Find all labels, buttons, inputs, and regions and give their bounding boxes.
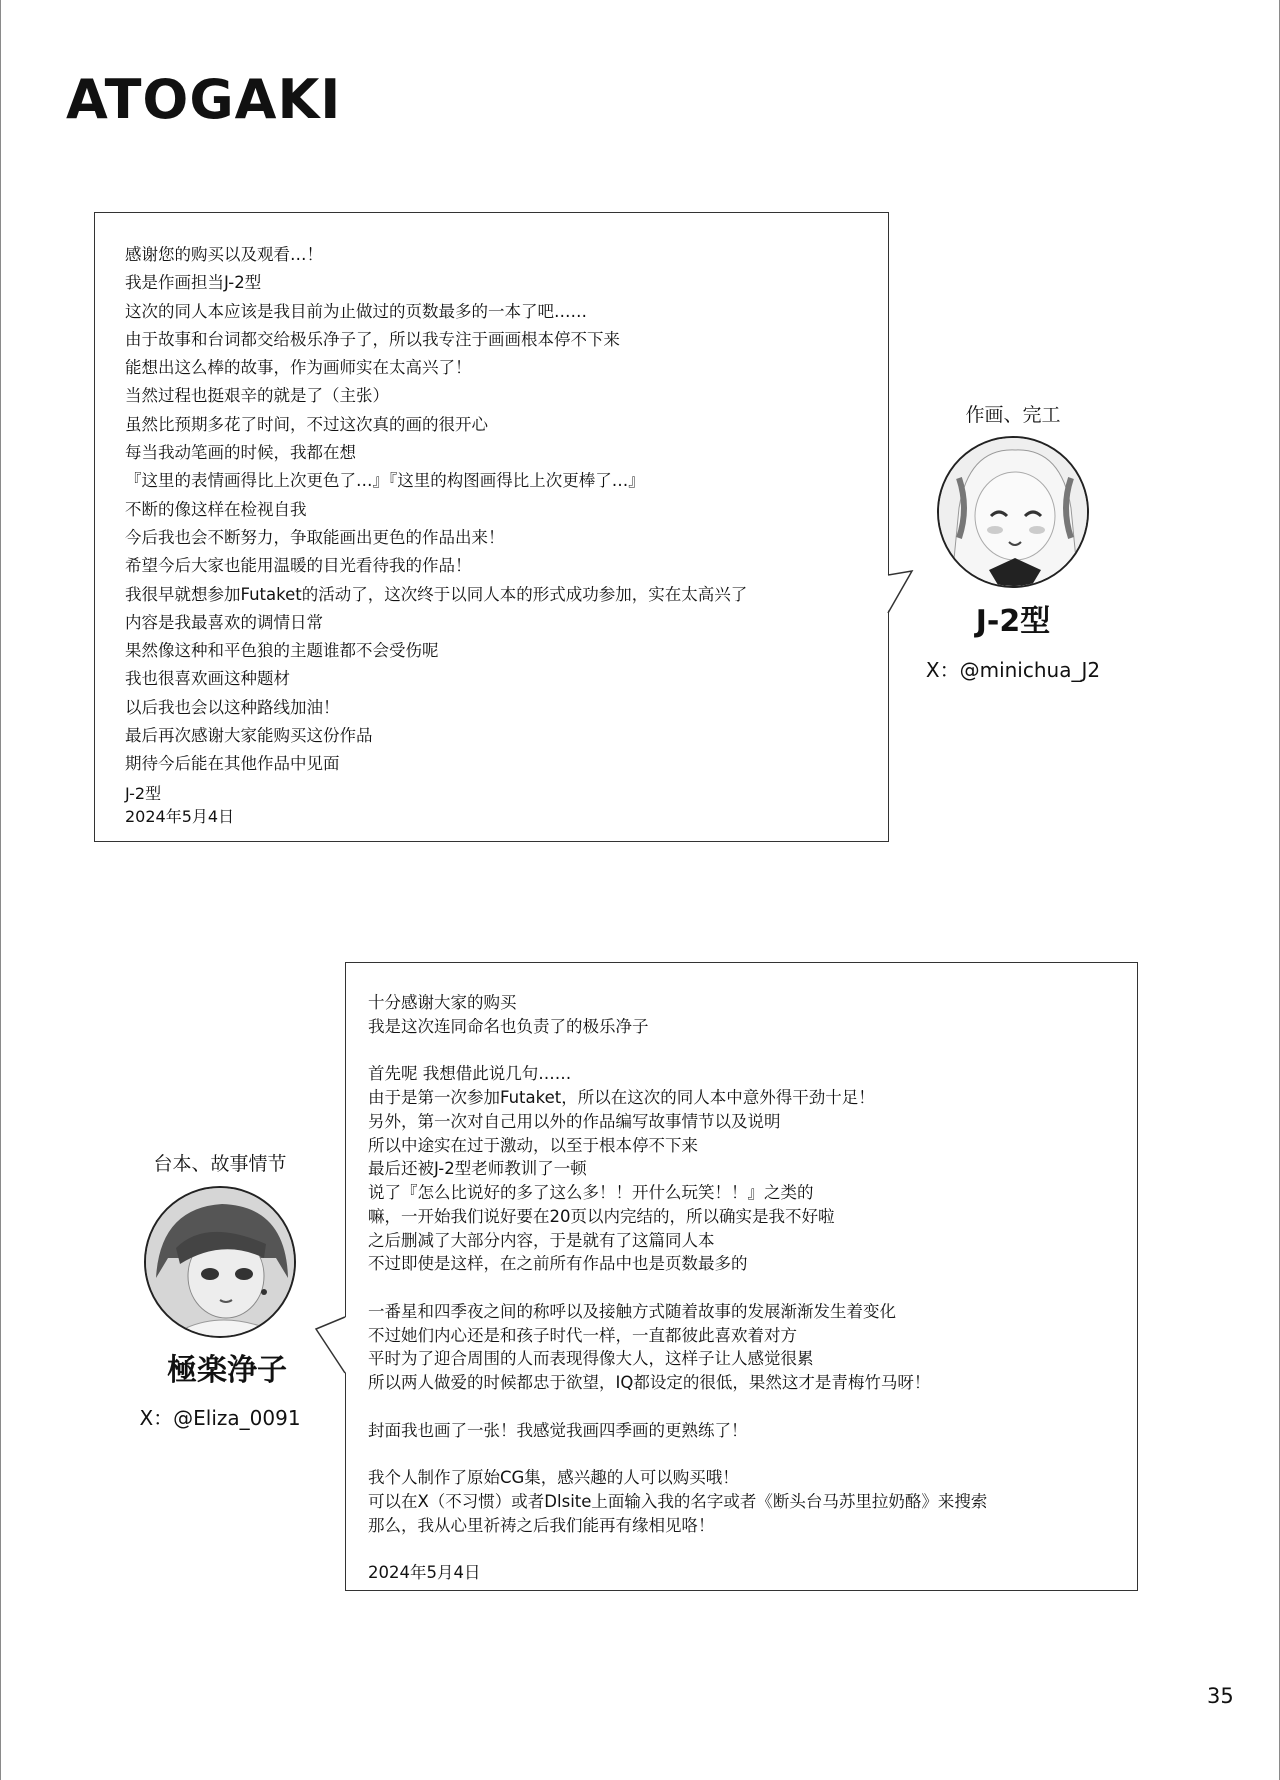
artist-avatar [937, 436, 1089, 588]
message-line: 『这里的表情画得比上次更色了…』『这里的构图画得比上次更棒了…』 [125, 471, 645, 491]
message-line: 由于是第一次参加Futaket，所以在这次的同人本中意外得干劲十足！ [368, 1088, 875, 1107]
message-line: 期待今后能在其他作品中见面 [125, 754, 340, 774]
message-line: 我很早就想参加Futaket的活动了，这次终于以同人本的形式成功参加，实在太高兴了 [125, 584, 748, 604]
message-line: 内容是我最喜欢的调情日常 [125, 612, 323, 632]
writer-role: 台本、故事情节 [153, 1153, 287, 1175]
message-line: 不过即使是这样，在之前所有作品中也是页数最多的 [368, 1254, 748, 1274]
message-line: 今后我也会不断努力，争取能画出更色的作品出来！ [125, 527, 505, 547]
message-line: 能想出这么棒的故事，作为画师实在太高兴了！ [125, 358, 472, 378]
message-line: 当然过程也挺艰辛的就是了（主张） [125, 386, 389, 406]
writer-handle: X：@Eliza_0091 [139, 1406, 301, 1430]
artist-signature-block [125, 783, 234, 828]
message-line: 我也很喜欢画这种题材 [125, 669, 290, 689]
message-line: 我是这次连同命名也负责了的极乐净子 [368, 1016, 649, 1036]
message-line: 之后删减了大部分内容，于是就有了这篇同人本 [368, 1230, 715, 1250]
artist-date: 2024年5月4日 [125, 806, 235, 826]
message-line: 封面我也画了一张！我感觉我画四季画的更熟练了！ [368, 1420, 748, 1440]
message-line: 可以在X（不习惯）或者Dlsite上面输入我的名字或者《断头台马苏里拉奶酪》来搜索 [368, 1491, 988, 1511]
page-number: 35 [1207, 1684, 1234, 1708]
message-line: 虽然比预期多花了时间，不过这次真的画的很开心 [125, 414, 488, 434]
message-line: 果然像这种和平色狼的主题谁都不会受伤呢 [125, 641, 439, 661]
artist-role: 作画、完工 [965, 404, 1061, 426]
message-line: 不断的像这样在检视自我 [125, 499, 307, 519]
writer-message-text [368, 991, 987, 1585]
message-line: 那么，我从心里祈祷之后我们能再有缘相见咯！ [368, 1515, 715, 1535]
message-line: 说了『怎么比说好的多了这么多！！开什么玩笑！！』之类的 [368, 1183, 814, 1202]
writer-avatar [144, 1186, 296, 1338]
message-line: 2024年5月4日 [368, 1563, 481, 1582]
message-line: 最后再次感谢大家能购买这份作品 [125, 726, 373, 746]
message-line: 每当我动笔画的时候，我都在想 [125, 443, 356, 463]
artist-handle: X：@minichua_J2 [925, 658, 1101, 682]
message-line: 一番星和四季夜之间的称呼以及接触方式随着故事的发展渐渐发生着变化 [368, 1301, 896, 1321]
message-line: 所以两人做爱的时候都忠于欲望，IQ都设定的很低，果然这才是青梅竹马呀！ [368, 1373, 931, 1392]
message-line: 这次的同人本应该是我目前为止做过的页数最多的一本了吧…… [125, 301, 587, 321]
message-line: 十分感谢大家的购买 [368, 993, 517, 1012]
artist-name: J-2型 [975, 604, 1051, 639]
page-title: ATOGAKI [66, 68, 342, 131]
message-line: 希望今后大家也能用温暖的目光看待我的作品！ [125, 556, 472, 576]
message-line: 不过她们内心还是和孩子时代一样，一直都彼此喜欢着对方 [368, 1325, 797, 1345]
message-line: 由于故事和台词都交给极乐净子了，所以我专注于画画根本停不下来 [125, 329, 620, 349]
message-line: 平时为了迎合周围的人而表现得像大人，这样子让人感觉很累 [368, 1349, 814, 1369]
message-line: 以后我也会以这种路线加油！ [125, 697, 340, 717]
artist-message-text [125, 241, 747, 779]
writer-name: 極楽浄子 [167, 1353, 287, 1388]
message-line: 最后还被J-2型老师教训了一顿 [368, 1159, 587, 1179]
message-line: 我是作画担当J-2型 [125, 273, 262, 293]
blank-line [368, 1537, 987, 1561]
blank-line [368, 1395, 987, 1419]
message-line: 所以中途实在过于激动，以至于根本停不下来 [368, 1135, 698, 1155]
writer-message-box [345, 962, 1138, 1591]
message-line: 嘛，一开始我们说好要在20页以内完结的，所以确实是我不好啦 [368, 1206, 835, 1226]
blank-line [368, 1442, 987, 1466]
page-edge-left [0, 0, 1, 1780]
artist-message-box [94, 212, 889, 842]
message-line: 我个人制作了原始CG集，感兴趣的人可以购买哦！ [368, 1468, 739, 1487]
blank-line [368, 1039, 987, 1063]
message-line: 感谢您的购买以及观看…！ [125, 245, 323, 264]
blank-line [368, 1276, 987, 1300]
message-line: 首先呢 我想借此说几句…… [368, 1064, 572, 1084]
message-line: 另外，第一次对自己用以外的作品编写故事情节以及说明 [368, 1111, 781, 1131]
artist-signature: J-2型 [125, 784, 162, 803]
